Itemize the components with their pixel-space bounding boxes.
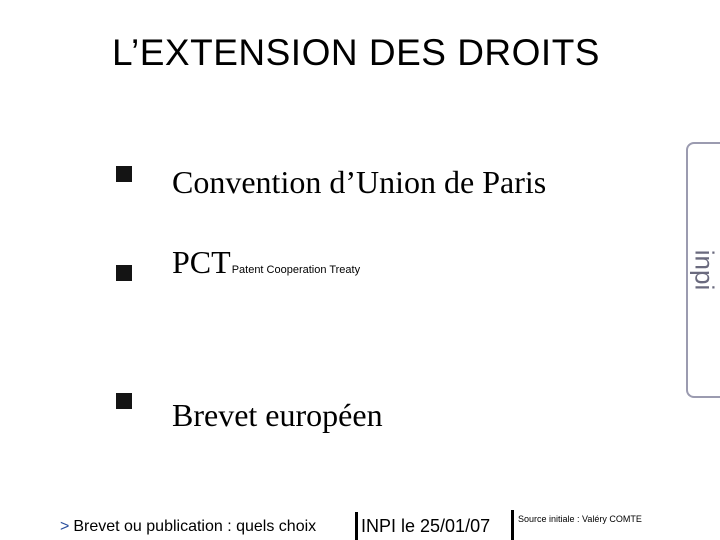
slide-title: L’EXTENSION DES DROITS — [112, 32, 600, 73]
square-bullet-icon — [116, 166, 132, 182]
square-bullet-icon — [116, 393, 132, 409]
inpi-logo: inpi — [689, 249, 720, 291]
bullet-text: Convention d’Union de Paris — [172, 164, 547, 200]
bullet-text: Brevet européen — [172, 397, 383, 433]
bullet-subscript-text: Patent Cooperation Treaty — [231, 264, 361, 276]
square-bullet-icon — [116, 265, 132, 281]
arrow-icon: > — [60, 518, 70, 535]
footer-source-text: Source initiale : Valéry COMTE — [518, 514, 642, 524]
footer-left — [60, 518, 316, 536]
bullet-text — [172, 244, 360, 281]
footer-divider — [355, 512, 358, 540]
footer-middle-text: INPI le 25/01/07 — [361, 516, 491, 536]
footer-divider — [511, 510, 514, 540]
footer-left-text: Brevet ou publication : quels choix — [73, 518, 317, 535]
bullet-main-text: PCT — [172, 244, 231, 280]
